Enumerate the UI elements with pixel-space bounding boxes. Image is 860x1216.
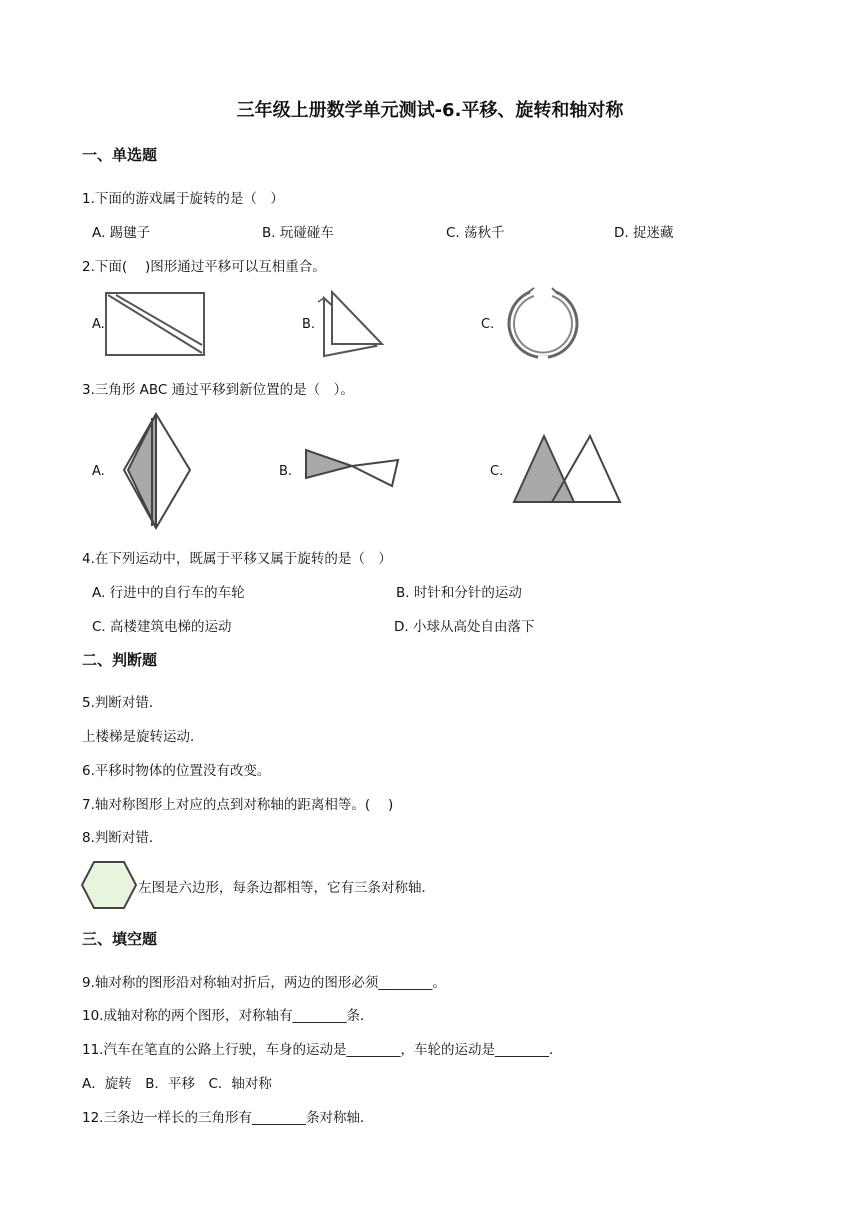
question-4-option-d[interactable]: D. 小球从高处自由落下: [394, 619, 535, 635]
hexagon-figure: [80, 860, 138, 910]
question-3-stem: 3.三角形 ABC 通过平移到新位置的是（ ）。: [82, 382, 354, 398]
question-4-option-a[interactable]: A. 行进中的自行车的车轮: [92, 585, 245, 601]
question-4-option-b[interactable]: B. 时针和分针的运动: [396, 585, 522, 601]
question-5-stem: 5.判断对错．: [82, 695, 163, 711]
section-heading-fill-in: 三、填空题: [82, 930, 158, 948]
question-2-label-a[interactable]: A.: [92, 317, 105, 332]
question-1-option-b[interactable]: B. 玩碰碰车: [262, 225, 334, 241]
question-2-figure-b: [314, 288, 386, 360]
question-3-label-a[interactable]: A.: [92, 464, 105, 479]
question-8-stem: 8.判断对错．: [82, 830, 163, 846]
question-3-figure-c: [512, 432, 624, 506]
question-1-option-d[interactable]: D. 捉迷藏: [614, 225, 674, 241]
question-4-stem: 4.在下列运动中，既属于平移又属于旋转的是（ ）: [82, 551, 392, 567]
question-1-option-c[interactable]: C. 荡秋千: [446, 225, 505, 241]
question-2-figure-a: [104, 291, 206, 357]
section-heading-single-choice: 一、单选题: [82, 146, 158, 164]
question-12-stem: 12.三条边一样长的三角形有________条对称轴．: [82, 1110, 374, 1126]
question-3-label-c[interactable]: C.: [490, 464, 504, 479]
question-2-label-c[interactable]: C.: [481, 317, 495, 332]
question-1-stem: 1.下面的游戏属于旋转的是（ ）: [82, 191, 284, 207]
question-7-stem: 7.轴对称图形上对应的点到对称轴的距离相等。( ): [82, 797, 394, 813]
page-title: 三年级上册数学单元测试-6.平移、旋转和轴对称: [236, 100, 624, 121]
question-3-figure-b: [304, 446, 402, 488]
question-3-figure-a: [118, 410, 194, 532]
question-3-label-b[interactable]: B.: [279, 464, 293, 479]
question-2-label-b[interactable]: B.: [302, 317, 316, 332]
question-2-stem: 2.下面( )图形通过平移可以互相重合。: [82, 259, 326, 275]
section-heading-true-false: 二、判断题: [82, 651, 158, 669]
question-6-stem: 6.平移时物体的位置没有改变。: [82, 763, 271, 779]
question-11-choices: A．旋转 B．平移 C．轴对称: [82, 1076, 272, 1092]
question-2-figure-c: [500, 284, 584, 368]
question-8-text: 左图是六边形，每条边都相等，它有三条对称轴．: [138, 880, 435, 896]
question-1-option-a[interactable]: A. 踢毽子: [92, 225, 151, 241]
question-11-stem: 11.汽车在笔直的公路上行驶，车身的运动是________，车轮的运动是________．: [82, 1042, 563, 1058]
question-5-text: 上楼梯是旋转运动．: [82, 729, 204, 745]
question-10-stem: 10.成轴对称的两个图形，对称轴有________条．: [82, 1008, 374, 1024]
question-4-option-c[interactable]: C. 高楼建筑电梯的运动: [92, 619, 232, 635]
question-9-stem: 9.轴对称的图形沿对称轴对折后，两边的图形必须________。: [82, 975, 446, 991]
